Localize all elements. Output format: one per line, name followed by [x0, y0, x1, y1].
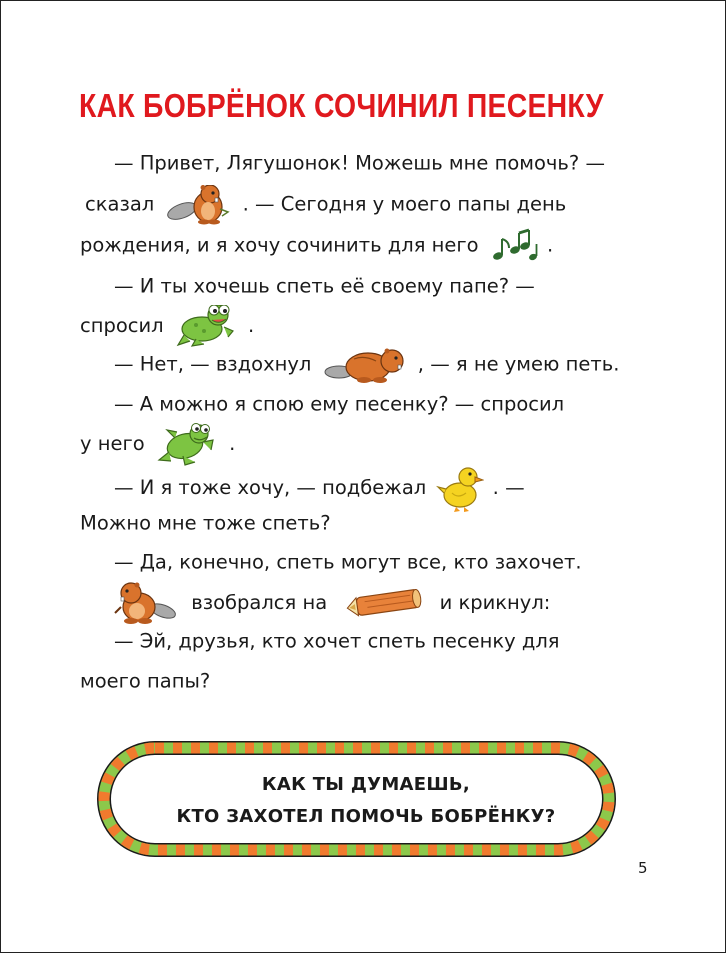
- text-segment: взобрался на: [191, 591, 328, 614]
- text-segment: , — я не умею петь.: [417, 352, 620, 376]
- text-segment: — И ты хочешь спеть её своему папе? —: [114, 274, 535, 298]
- text-segment: — И я тоже хочу, — подбежал: [114, 476, 427, 499]
- text-segment: .: [546, 233, 554, 257]
- text-segment: Можно мне тоже спеть?: [80, 511, 331, 535]
- text-segment: у него: [80, 432, 145, 455]
- text-segment: .: [248, 314, 255, 337]
- page-number: 5: [638, 859, 648, 877]
- text-segment: сказал: [85, 192, 155, 216]
- text-segment: — Эй, друзья, кто хочет спеть песенку для: [114, 629, 560, 653]
- text-segment: — Привет, Лягушонок! Можешь мне помочь? —: [114, 151, 605, 175]
- text-segment: рождения, и я хочу сочинить для него: [80, 233, 479, 257]
- text-segment: — Да, конечно, спеть могут все, кто захочет.: [114, 550, 582, 574]
- text-segment: — Нет, — вздохнул: [114, 352, 312, 376]
- text-segment: спросил: [80, 314, 164, 337]
- text-segment: . —: [492, 476, 525, 499]
- text-segment: .: [229, 432, 236, 455]
- text-segment: и крикнул:: [439, 591, 551, 614]
- story-title: КАК БОБРЁНОК СОЧИНИЛ ПЕСЕНКУ: [79, 87, 604, 124]
- text-segment: моего папы?: [80, 669, 211, 693]
- text-segment: — А можно я спою ему песенку? — спросил: [114, 392, 565, 416]
- question-line: КТО ЗАХОТЕЛ ПОМОЧЬ БОБРЁНКУ?: [176, 806, 556, 827]
- question-line: КАК ТЫ ДУМАЕШЬ,: [261, 774, 471, 795]
- text-segment: . — Сегодня у моего папы день: [242, 192, 567, 216]
- question-box: [111, 769, 621, 833]
